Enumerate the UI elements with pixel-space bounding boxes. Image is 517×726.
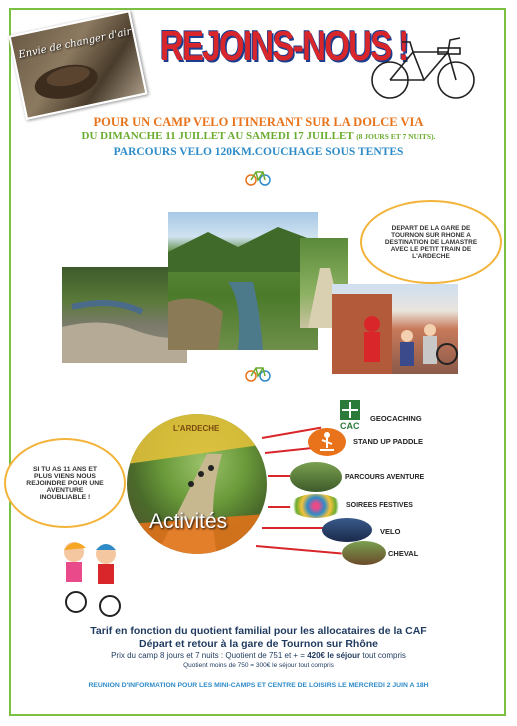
activity-stand-up-paddle: STAND UP PADDLE (353, 437, 424, 446)
intro-line-3: PARCOURS VELO 120KM.COUCHAGE SOUS TENTES (113, 146, 404, 158)
tarif-text: Tarif en fonction du quotient familial pour les allocataires de la CAF (90, 625, 427, 637)
parcours-thumb (290, 462, 342, 492)
activity-geocaching: GEOCACHING (370, 414, 422, 423)
intro-dates: DU DIMANCHE 11 JUILLET AU SAMEDI 17 JUILLET (81, 130, 354, 142)
intro-duration: (8 JOURS ET 7 NUITS). (356, 132, 436, 141)
geocaching-logo (338, 398, 364, 430)
intro-line-2 (0, 130, 517, 142)
age-info-bubble (4, 438, 126, 528)
velo-thumb (322, 518, 372, 542)
activity-cheval: CHEVAL (388, 549, 419, 558)
sticker-text: Envie de changer d'air ! (17, 24, 140, 61)
train-info-bubble (360, 200, 502, 284)
soirees-thumb (290, 494, 342, 518)
train-station-photo (332, 284, 458, 374)
prix-prefix: Prix du camp 8 jours et 7 nuits : Quotient de 751 et + = (111, 651, 308, 660)
age-info-text: SI TU AS 11 ANS ET PLUS VIENS NOUS REJOINDRE POUR UNE AVENTURE INOUBLIABLE ! (26, 465, 104, 501)
kids-cyclists-illustration (58, 536, 130, 620)
activities-heading: Activités (149, 510, 228, 533)
cheval-thumb (342, 541, 386, 565)
bicycle-drawing-icon (368, 30, 480, 102)
connector-soirees (268, 506, 292, 508)
train-info-text: DEPART DE LA GARE DE TOURNON SUR RHONE A DESTINATION DE LAMASTRE AVEC LE PETIT TRAIN DE L'ARDECHE (384, 224, 478, 260)
prix-amount: 420€ le séjour (307, 651, 361, 660)
quotient-text: Quotient moins de 750 = 300€ le séjour tout compris (183, 662, 334, 669)
activities-photo-caption: L'ARDECHE (173, 424, 220, 433)
connector-parcours (268, 475, 290, 477)
activity-parcours-aventure: PARCOURS AVENTURE (345, 474, 425, 481)
page-title: REJOINS-NOUS ! (160, 22, 408, 69)
activities-photo (127, 414, 267, 554)
small-bike-icon (245, 168, 271, 186)
prix-suffix: tout compris (360, 651, 406, 660)
intro-line-1: POUR UN CAMP VELO ITINERANT SUR LA DOLCE VIA (93, 115, 424, 129)
valley-photo (168, 212, 318, 350)
small-bike-icon-2 (245, 364, 271, 382)
connector-velo (262, 527, 326, 529)
svg-text:CAC: CAC (340, 421, 360, 430)
activity-soirees-festives: SOIREES FESTIVES (346, 502, 413, 509)
depart-text: Départ et retour à la gare de Tournon sur Rhône (138, 638, 378, 650)
paddle-thumb (308, 428, 346, 456)
activity-velo: VELO (380, 527, 401, 536)
prix-text (0, 651, 517, 660)
reunion-text: REUNION D'INFORMATION POUR LES MINI-CAMPS ET CENTRE DE LOISIRS LE MERCREDI 2 JUIN A 18H (88, 682, 429, 689)
